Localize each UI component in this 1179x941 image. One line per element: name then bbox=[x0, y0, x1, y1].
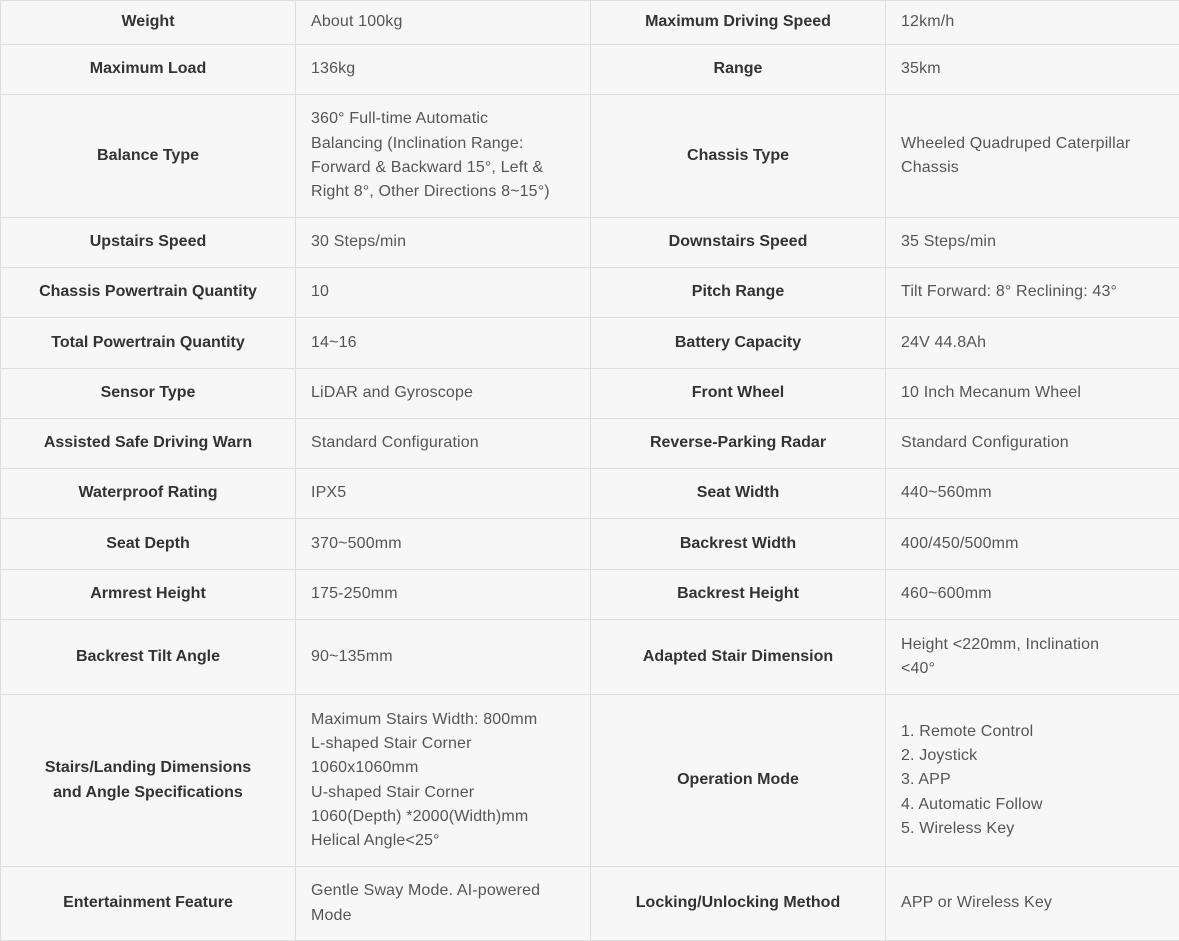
spec-label-armrest-height: Armrest Height bbox=[1, 570, 296, 620]
line: Wheeled Quadruped Caterpillar bbox=[901, 132, 1165, 156]
table-row bbox=[1, 570, 1179, 620]
spec-value-upstairs-speed bbox=[296, 218, 591, 268]
table-row bbox=[1, 45, 1179, 95]
line: 1060x1060mm bbox=[311, 756, 576, 780]
table-row bbox=[1, 620, 1179, 695]
spec-value-locking-unlocking-method bbox=[886, 867, 1179, 941]
line: Forward & Backward 15°, Left & bbox=[311, 156, 576, 180]
spec-label-chassis-type: Chassis Type bbox=[591, 95, 886, 218]
table-row bbox=[1, 867, 1179, 941]
spec-label-seat-width: Seat Width bbox=[591, 469, 886, 519]
spec-value-front-wheel bbox=[886, 369, 1179, 419]
line: Balancing (Inclination Range: bbox=[311, 132, 576, 156]
spec-label-adapted-stair-dimension: Adapted Stair Dimension bbox=[591, 620, 886, 695]
spec-value-backrest-width bbox=[886, 519, 1179, 570]
spec-value-backrest-tilt-angle bbox=[296, 620, 591, 695]
table-row bbox=[1, 469, 1179, 519]
line: 30 Steps/min bbox=[311, 230, 576, 254]
line: Mode bbox=[311, 904, 576, 928]
spec-label-assisted-safe-driving-warn: Assisted Safe Driving Warn bbox=[1, 419, 296, 469]
spec-label-reverse-parking-radar: Reverse-Parking Radar bbox=[591, 419, 886, 469]
line: 35 Steps/min bbox=[901, 230, 1165, 254]
spec-value-downstairs-speed bbox=[886, 218, 1179, 268]
spec-value-seat-depth bbox=[296, 519, 591, 570]
line: Maximum Stairs Width: 800mm bbox=[311, 708, 576, 732]
line: 175-250mm bbox=[311, 582, 576, 606]
spec-label-pitch-range: Pitch Range bbox=[591, 268, 886, 318]
spec-value-balance-type bbox=[296, 95, 591, 218]
table-row bbox=[1, 695, 1179, 867]
line: 4. Automatic Follow bbox=[901, 793, 1165, 817]
line: About 100kg bbox=[311, 10, 576, 34]
line: <40° bbox=[901, 657, 1165, 681]
spec-label-total-powertrain-quantity: Total Powertrain Quantity bbox=[1, 318, 296, 369]
spec-label-backrest-tilt-angle: Backrest Tilt Angle bbox=[1, 620, 296, 695]
line: 14~16 bbox=[311, 331, 576, 355]
spec-label-battery-capacity: Battery Capacity bbox=[591, 318, 886, 369]
line: Standard Configuration bbox=[901, 431, 1165, 455]
line: Chassis bbox=[901, 156, 1165, 180]
line: and Angle Specifications bbox=[15, 781, 281, 805]
spec-value-maximum-driving-speed bbox=[886, 1, 1179, 45]
spec-label-waterproof-rating: Waterproof Rating bbox=[1, 469, 296, 519]
spec-value-total-powertrain-quantity bbox=[296, 318, 591, 369]
line: 10 bbox=[311, 280, 576, 304]
spec-value-weight bbox=[296, 1, 591, 45]
spec-label-sensor-type: Sensor Type bbox=[1, 369, 296, 419]
table-row bbox=[1, 369, 1179, 419]
spec-value-assisted-safe-driving-warn bbox=[296, 419, 591, 469]
spec-value-sensor-type bbox=[296, 369, 591, 419]
line: 370~500mm bbox=[311, 532, 576, 556]
spec-label-seat-depth: Seat Depth bbox=[1, 519, 296, 570]
line: 2. Joystick bbox=[901, 744, 1165, 768]
line: Gentle Sway Mode. AI-powered bbox=[311, 879, 576, 903]
line: Standard Configuration bbox=[311, 431, 576, 455]
spec-label-front-wheel: Front Wheel bbox=[591, 369, 886, 419]
spec-label-backrest-height: Backrest Height bbox=[591, 570, 886, 620]
spec-label-chassis-powertrain-quantity: Chassis Powertrain Quantity bbox=[1, 268, 296, 318]
spec-value-chassis-powertrain-quantity bbox=[296, 268, 591, 318]
spec-value-chassis-type bbox=[886, 95, 1179, 218]
spec-label-maximum-load: Maximum Load bbox=[1, 45, 296, 95]
line: Right 8°, Other Directions 8~15°) bbox=[311, 180, 576, 204]
spec-label-upstairs-speed: Upstairs Speed bbox=[1, 218, 296, 268]
spec-value-battery-capacity bbox=[886, 318, 1179, 369]
line: 360° Full-time Automatic bbox=[311, 107, 576, 131]
line: IPX5 bbox=[311, 481, 576, 505]
line: 1. Remote Control bbox=[901, 720, 1165, 744]
line: 1060(Depth) *2000(Width)mm bbox=[311, 805, 576, 829]
line: LiDAR and Gyroscope bbox=[311, 381, 576, 405]
table-row bbox=[1, 218, 1179, 268]
spec-value-armrest-height bbox=[296, 570, 591, 620]
line: 3. APP bbox=[901, 768, 1165, 792]
spec-value-maximum-load bbox=[296, 45, 591, 95]
line: L-shaped Stair Corner bbox=[311, 732, 576, 756]
spec-value-seat-width bbox=[886, 469, 1179, 519]
line: 460~600mm bbox=[901, 582, 1165, 606]
table-row bbox=[1, 1, 1179, 45]
spec-label-stairs-landing-dimensions-and-angle-specifications bbox=[1, 695, 296, 867]
spec-value-waterproof-rating bbox=[296, 469, 591, 519]
line: 136kg bbox=[311, 57, 576, 81]
line: Tilt Forward: 8° Reclining: 43° bbox=[901, 280, 1165, 304]
line: 90~135mm bbox=[311, 645, 576, 669]
spec-value-range bbox=[886, 45, 1179, 95]
line: 24V 44.8Ah bbox=[901, 331, 1165, 355]
spec-value-operation-mode bbox=[886, 695, 1179, 867]
spec-label-balance-type: Balance Type bbox=[1, 95, 296, 218]
spec-label-downstairs-speed: Downstairs Speed bbox=[591, 218, 886, 268]
line: 440~560mm bbox=[901, 481, 1165, 505]
line: Stairs/Landing Dimensions bbox=[15, 756, 281, 780]
spec-label-entertainment-feature: Entertainment Feature bbox=[1, 867, 296, 941]
spec-value-entertainment-feature bbox=[296, 867, 591, 941]
line: 5. Wireless Key bbox=[901, 817, 1165, 841]
line: Height <220mm, Inclination bbox=[901, 633, 1165, 657]
spec-value-adapted-stair-dimension bbox=[886, 620, 1179, 695]
spec-label-operation-mode: Operation Mode bbox=[591, 695, 886, 867]
spec-label-maximum-driving-speed: Maximum Driving Speed bbox=[591, 1, 886, 45]
line: 35km bbox=[901, 57, 1165, 81]
table-row bbox=[1, 419, 1179, 469]
table-row bbox=[1, 519, 1179, 570]
line: 12km/h bbox=[901, 10, 1165, 34]
spec-label-weight: Weight bbox=[1, 1, 296, 45]
specifications-body bbox=[1, 1, 1179, 941]
table-row bbox=[1, 268, 1179, 318]
spec-value-stairs-landing-dimensions-and-angle-specifications bbox=[296, 695, 591, 867]
line: 10 Inch Mecanum Wheel bbox=[901, 381, 1165, 405]
line: APP or Wireless Key bbox=[901, 891, 1165, 915]
table-row bbox=[1, 95, 1179, 218]
spec-label-backrest-width: Backrest Width bbox=[591, 519, 886, 570]
table-row bbox=[1, 318, 1179, 369]
line: 400/450/500mm bbox=[901, 532, 1165, 556]
spec-value-reverse-parking-radar bbox=[886, 419, 1179, 469]
line: U-shaped Stair Corner bbox=[311, 781, 576, 805]
spec-label-range: Range bbox=[591, 45, 886, 95]
spec-label-locking-unlocking-method: Locking/Unlocking Method bbox=[591, 867, 886, 941]
line: Helical Angle<25° bbox=[311, 829, 576, 853]
spec-value-pitch-range bbox=[886, 268, 1179, 318]
spec-value-backrest-height bbox=[886, 570, 1179, 620]
